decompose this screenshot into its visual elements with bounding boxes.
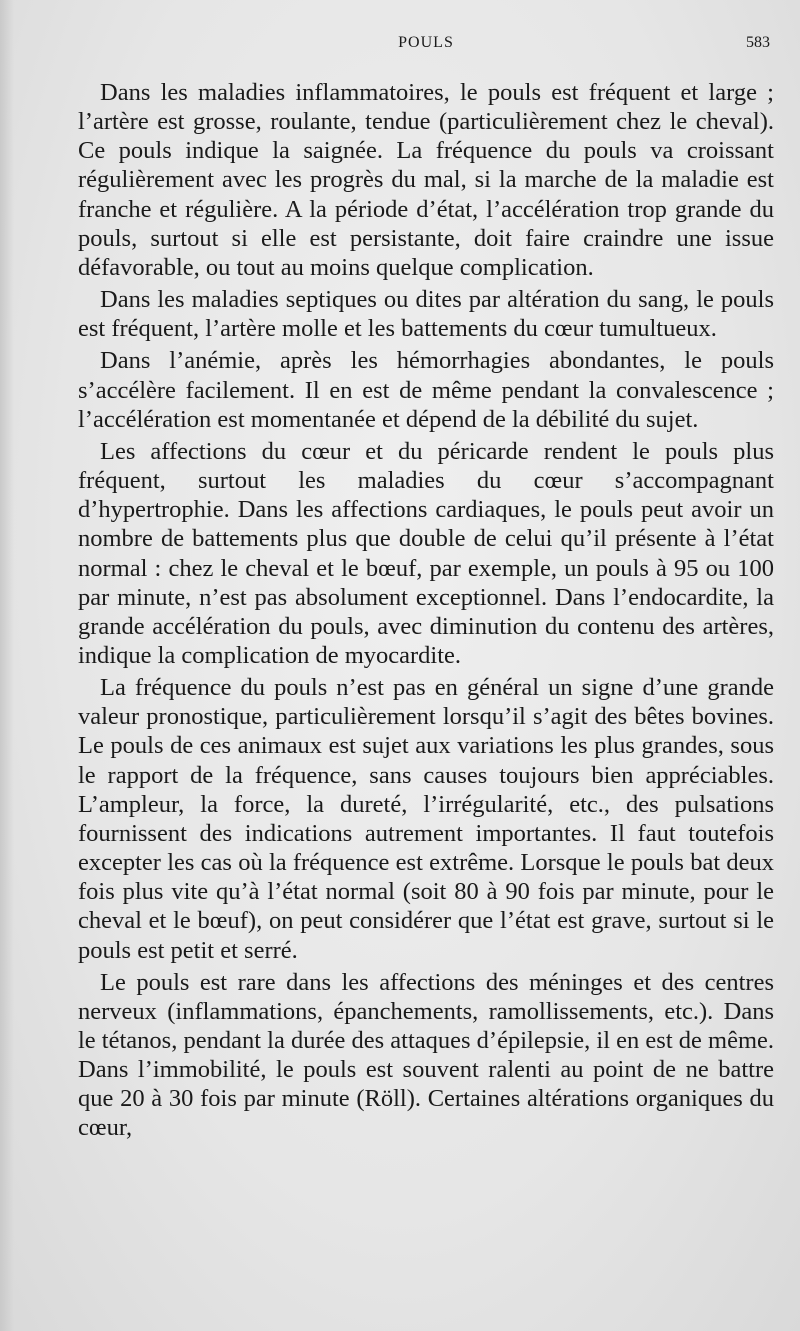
body-text xyxy=(78,78,774,1143)
running-title: POULS xyxy=(398,34,454,51)
paragraph-inflammatory-diseases: Dans les maladies inflammatoires, le pouls est fréquent et large ; l’artère est grosse, roulante, tendue (particulièrement chez le cheval). Ce pouls indique la saignée. La fréquence du pouls va croissant régulièrement avec les progrès du mal, si la marche de la maladie est franche et régulière. A la période d’état, l’accélération trop grande du pouls, surtout si elle est persistante, doit faire craindre une issue défavorable, ou tout au moins quelque complication. xyxy=(78,79,774,281)
running-head xyxy=(0,34,800,54)
paragraph-rare-pulse: Le pouls est rare dans les affections des méninges et des centres nerveux (inflammations, épanchements, ramollissements, etc.). Dans le tétanos, pendant la durée des attaques d’épilepsie, il en est de même. Dans l’immobilité, le pouls est souvent ralenti au point de ne battre que 20 à 30 fois par minute (Röll). Certaines altérations organiques du cœur, xyxy=(78,968,774,1142)
paragraph-anemia: Dans l’anémie, après les hémorrhagies abondantes, le pouls s’accélère facilement. Il en est de même pendant la convalescence ; l’accélération est momentanée et dépend de la débilité du sujet. xyxy=(78,347,774,433)
paragraph-prognostic-value: La fréquence du pouls n’est pas en général un signe d’une grande valeur pronostique, particulièrement lorsqu’il s’agit des bêtes bovines. Le pouls de ces animaux est sujet aux variations les plus grandes, sous le rapport de la fréquence, sans causes toujours bien appréciables. L’ampleur, la force, la dureté, l’irrégularité, etc., des pulsations fournissent des indications autrement importantes. Il faut toutefois excepter les cas où la fréquence est extrême. Lorsque le pouls bat deux fois plus vite qu’à l’état normal (soit 80 à 90 fois par minute, pour le cheval et le bœuf), on peut considérer que l’état est grave, surtout si le pouls est petit et serré. xyxy=(78,674,774,964)
paragraph-heart-affections: Les affections du cœur et du péricarde rendent le pouls plus fréquent, surtout les maladies du cœur s’accompagnant d’hypertrophie. Dans les affections cardiaques, le pouls peut avoir un nombre de battements plus que double de celui qu’il présente à l’état normal : chez le cheval et le bœuf, par exemple, un pouls à 95 ou 100 par minute, n’est pas absolument exceptionnel. Dans l’endocardite, la grande accélération du pouls, avec diminution du contenu des artères, indique la complication de myocardite. xyxy=(78,437,774,669)
page-number: 583 xyxy=(746,34,770,51)
paragraph-septic-diseases: Dans les maladies septiques ou dites par altération du sang, le pouls est fréquent, l’artère molle et les battements du cœur tumultueux. xyxy=(78,286,774,343)
